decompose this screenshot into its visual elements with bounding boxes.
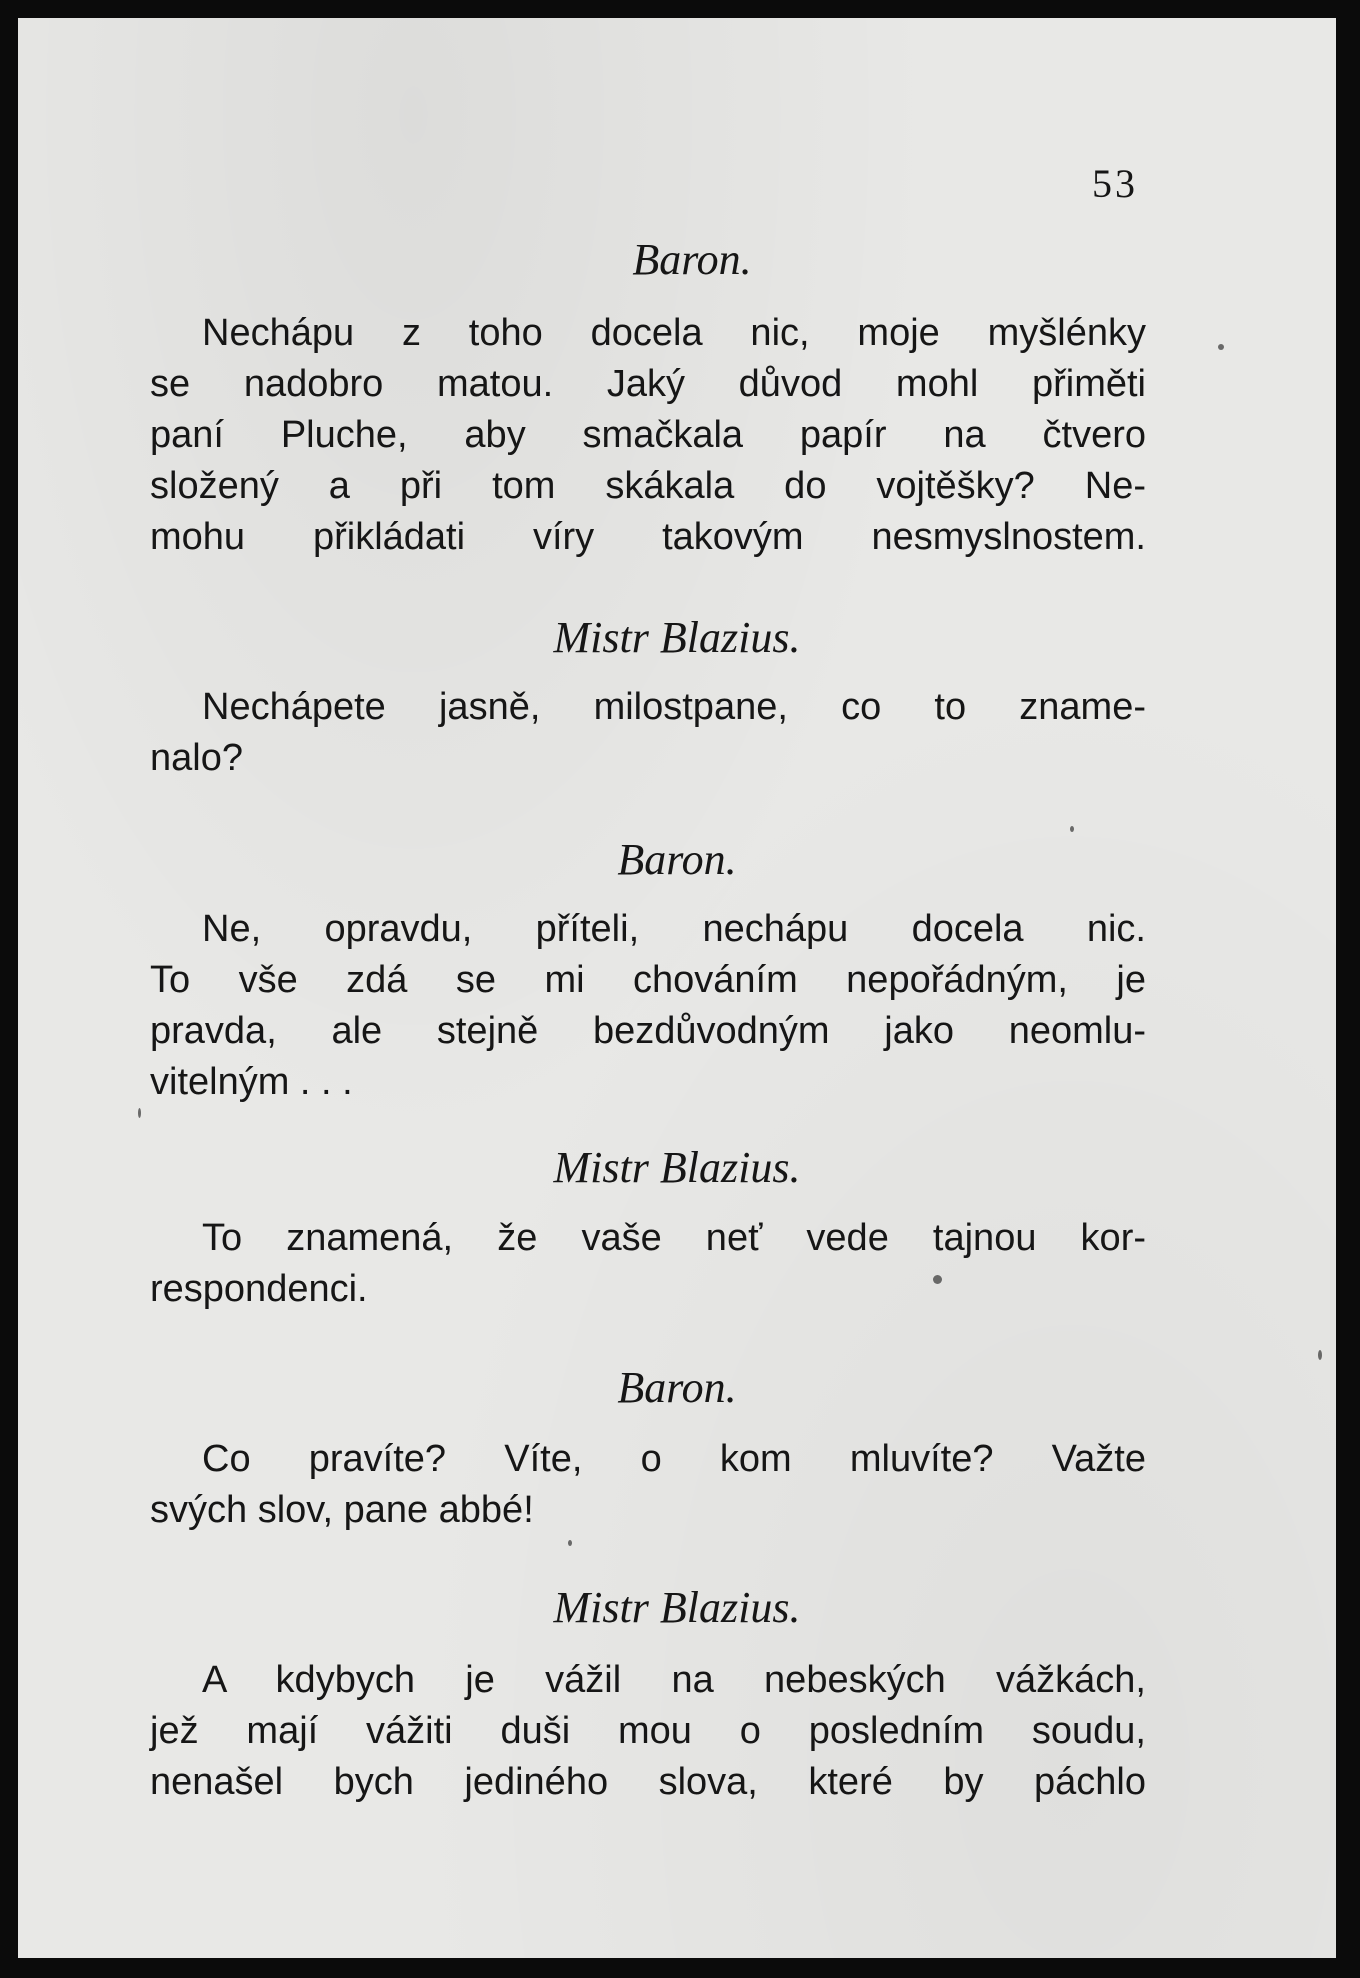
scan-speck [138,1108,141,1118]
speaker-name: Mistr Blazius. [553,613,801,662]
book-page [18,18,1336,1958]
text-line: respondenci. [150,1268,368,1310]
text-line: Nechápete jasně, milostpane, co to zname- [202,686,1146,728]
scan-speck [933,1275,942,1284]
speaker-name: Baron. [617,835,737,884]
speaker-name: Mistr Blazius. [553,1143,801,1192]
text-line: se nadobro matou. Jaký důvod mohl přiměti [150,363,1146,405]
scan-speck [1318,1350,1322,1360]
text-line: Ne, opravdu, příteli, nechápu docela nic. [202,908,1146,950]
speaker-name: Baron. [617,1363,737,1412]
page-number: 53 [1092,161,1138,206]
text-line: To znamená, že vaše neť vede tajnou kor- [202,1217,1146,1259]
speaker-name: Mistr Blazius. [553,1583,801,1632]
text-line: nenašel bych jediného slova, které by páchlo [150,1761,1146,1803]
text-line: svých slov, pane abbé! [150,1489,534,1531]
text-line: paní Pluche, aby smačkala papír na čtvero [150,414,1146,456]
text-line: mohu přikládati víry takovým nesmyslnostem. [150,516,1146,558]
text-line: jež mají vážiti duši mou o posledním soudu, [150,1710,1146,1752]
text-line: A kdybych je vážil na nebeských vážkách, [202,1659,1146,1701]
dialogue-paragraph [150,1213,1146,1315]
scan-speck [1218,344,1224,350]
scan-speck [1070,826,1074,832]
dialogue-paragraph [150,904,1146,1108]
text-line: Co pravíte? Víte, o kom mluvíte? Važte [202,1438,1146,1480]
text-line: pravda, ale stejně bezdůvodným jako neomlu- [150,1010,1146,1052]
dialogue-paragraph [150,1434,1146,1536]
dialogue-paragraph [150,1655,1146,1808]
dialogue-paragraph [150,682,1146,784]
speaker-name: Baron. [632,235,752,284]
dialogue-paragraph [150,308,1146,563]
text-line: vitelným . . . [150,1061,353,1103]
text-line: Nechápu z toho docela nic, moje myšlénky [202,312,1146,354]
text-line: nalo? [150,737,243,779]
scan-speck [568,1540,572,1546]
text-line: složený a při tom skákala do vojtěšky? Ne- [150,465,1146,507]
text-line: To vše zdá se mi chováním nepořádným, je [150,959,1146,1001]
